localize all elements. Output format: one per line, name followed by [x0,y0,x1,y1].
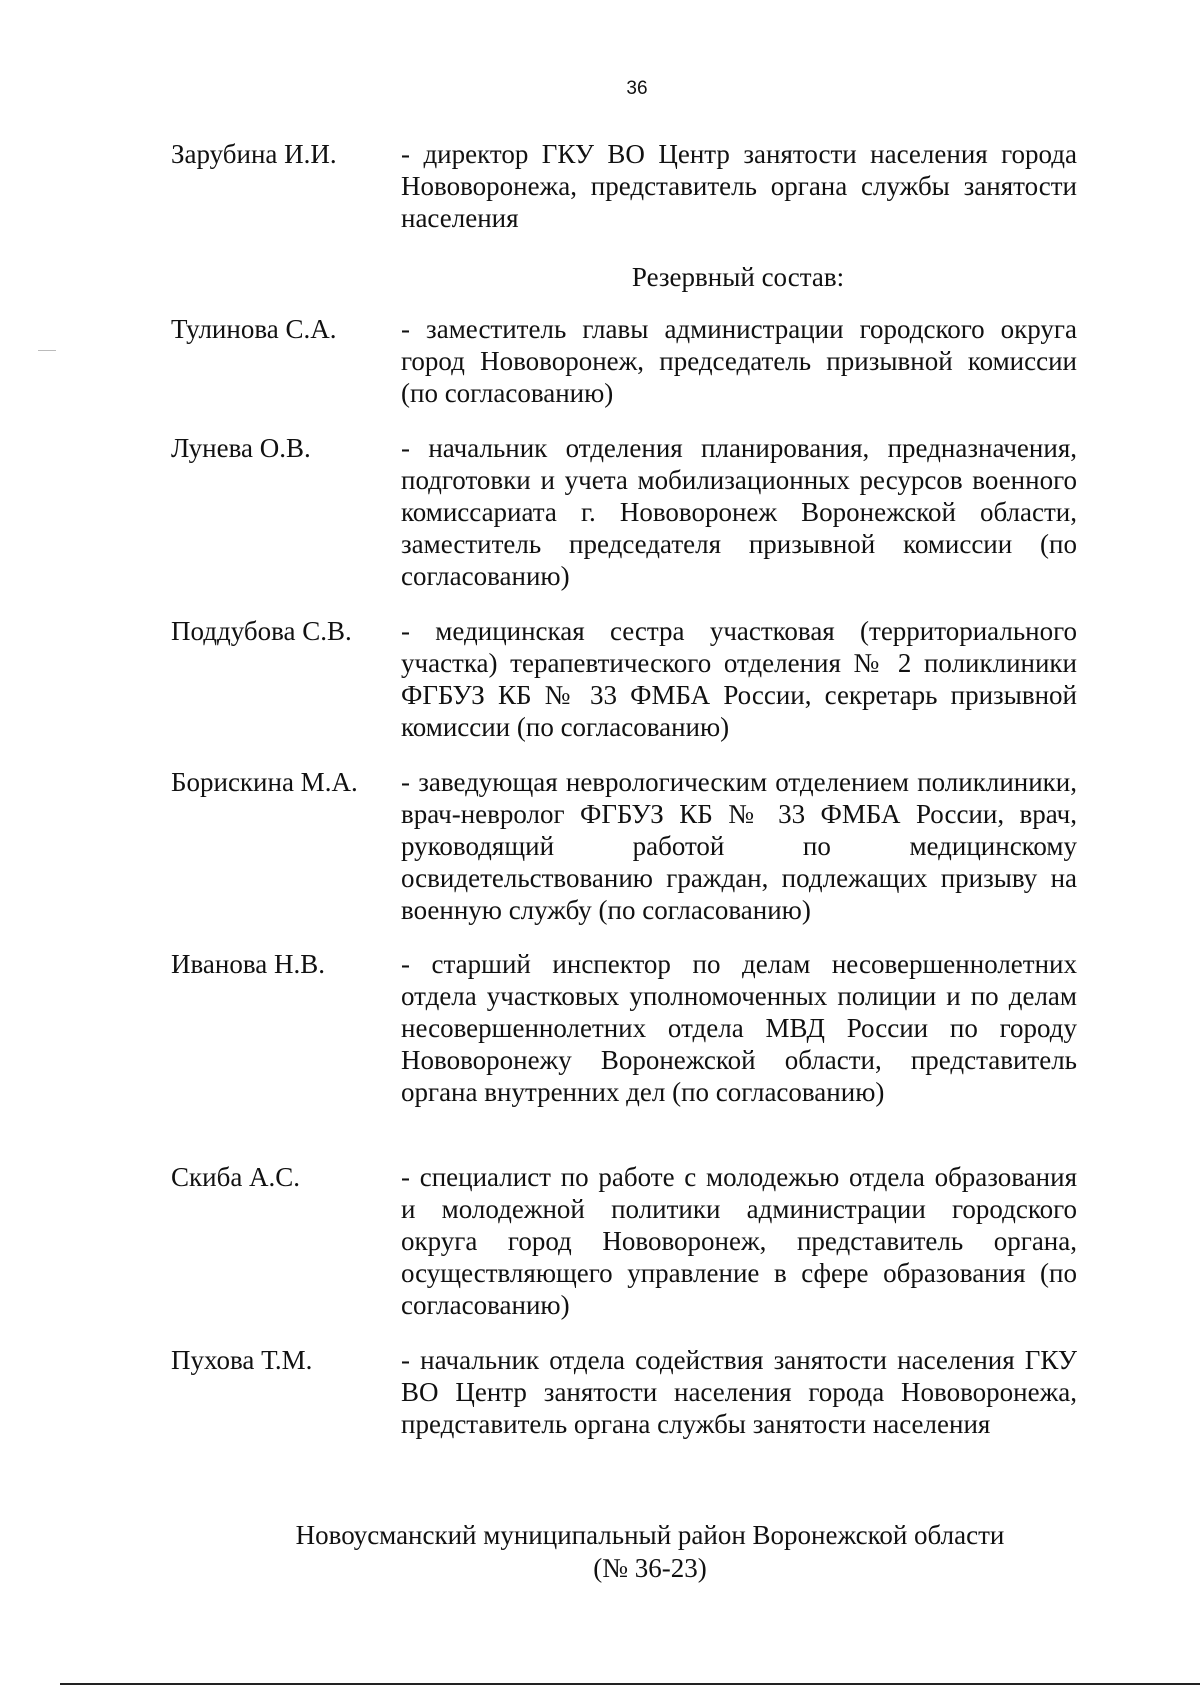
member-role: - начальник отдела содействия занятости населения ГКУ ВО Центр занятости населения города Нововоронежа, представитель органа службы занятости населения [401,1345,1077,1439]
member-role: - специалист по работе с молодежью отдела образования и молодежной политики администрации городского округа город Нововоронеж, представитель органа, осуществляющего управление в сфере образования (по согласованию) [401,1162,1077,1320]
reserve-heading: Резервный состав: [631,262,845,292]
member-name: Пухова Т.М. [171,1345,313,1375]
member-role: - заведующая неврологическим отделением поликлиники, врач-невролог ФГБУЗ КБ № 33 ФМБА России, врач, руководящий работой по медицинскому освидетельствованию граждан, подлежащих призыву на военную службу (по согласованию) [401,767,1077,925]
member-name: Борискина М.А. [171,767,358,797]
member-name: Иванова Н.В. [171,949,325,979]
member-role: - заместитель главы администрации городского округа город Нововоронеж, председатель призывной комиссии (по согласованию) [401,314,1077,408]
section-number: (№ 36-23) [593,1553,707,1583]
member-name: Поддубова С.В. [171,616,352,646]
section-title: Новоусманский муниципальный район Воронежской области [295,1520,1005,1550]
member-name: Тулинова С.А. [171,314,337,344]
page-number: 36 [626,78,648,99]
member-role: - начальник отделения планирования, предназначения, подготовки и учета мобилизационных ресурсов военного комиссариата г. Нововоронеж Воронежской области, заместитель председателя призывной комиссии (по согласованию) [401,433,1077,591]
margin-mark [38,350,56,351]
member-role: - директор ГКУ ВО Центр занятости населения города Нововоронежа, представитель органа службы занятости населения [401,139,1077,233]
member-name: Лунева О.В. [171,433,311,463]
scan-edge-line [60,1683,1200,1685]
member-role: - старший инспектор по делам несовершеннолетних отдела участковых уполномоченных полиции и по делам несовершеннолетних отдела МВД России по городу Нововоронежу Воронежской области, представитель органа внутренних дел (по согласованию) [401,949,1077,1107]
member-name: Скиба А.С. [171,1162,301,1192]
member-name: Зарубина И.И. [171,139,337,169]
member-role: - медицинская сестра участковая (территориального участка) терапевтического отделения № 2 поликлиники ФГБУЗ КБ № 33 ФМБА России, секретарь призывной комиссии (по согласованию) [401,616,1077,742]
